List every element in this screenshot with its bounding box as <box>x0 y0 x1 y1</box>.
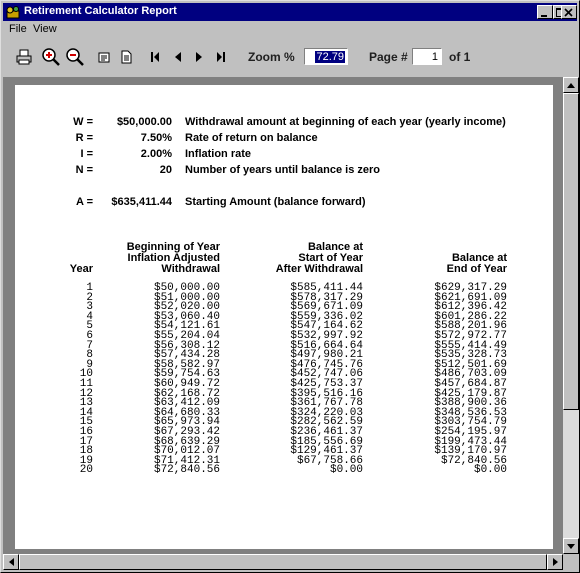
col-header-line: Inflation Adjusted <box>127 252 220 264</box>
cell-withdrawal: $68,639.29 <box>153 435 220 448</box>
page-label: Page # <box>369 50 408 64</box>
cell-balance-start: $476,745.76 <box>290 358 363 371</box>
zoom-input[interactable] <box>304 48 348 65</box>
cell-year: 16 <box>79 426 93 438</box>
cell-balance-end: $535,328.73 <box>434 349 507 362</box>
param-symbol: I = <box>80 148 93 160</box>
zoom-out-button[interactable] <box>65 47 85 67</box>
cell-balance-end: $0.00 <box>473 464 507 477</box>
zoom-in-button[interactable] <box>41 47 61 67</box>
app-icon <box>6 5 20 19</box>
cell-withdrawal: $56,308.12 <box>153 339 220 352</box>
cell-balance-start: $425,753.37 <box>290 378 363 390</box>
param-description: Withdrawal amount at beginning of each year (yearly income) <box>185 116 506 128</box>
cell-year: 17 <box>79 435 93 448</box>
cell-withdrawal: $67,293.42 <box>153 426 220 438</box>
cell-balance-start: $395,516.16 <box>290 387 363 400</box>
col-header-line: End of Year <box>446 263 507 275</box>
cell-year: 14 <box>79 406 93 419</box>
title-bar[interactable] <box>3 3 577 21</box>
cell-year: 19 <box>79 454 93 467</box>
cell-balance-end: $388,900.36 <box>434 397 507 410</box>
cell-withdrawal: $71,412.31 <box>153 454 220 467</box>
cell-withdrawal: $72,840.56 <box>153 464 220 477</box>
col-header-withdrawal <box>105 242 220 275</box>
param-value: 7.50% <box>140 132 172 144</box>
cell-balance-end: $588,201.96 <box>434 320 507 333</box>
first-page-icon <box>148 50 162 64</box>
menu-file[interactable]: File <box>9 23 27 35</box>
cell-withdrawal: $57,434.28 <box>153 349 220 362</box>
next-page-icon <box>192 50 206 64</box>
start-description: Starting Amount (balance forward) <box>185 196 366 208</box>
cell-balance-end: $425,179.87 <box>434 387 507 400</box>
cell-withdrawal: $52,020.00 <box>153 301 220 314</box>
page-count-label: of 1 <box>449 50 471 64</box>
cell-balance-start: $185,556.69 <box>290 435 363 448</box>
zoom-value: 72.79 <box>316 51 344 63</box>
first-page-button[interactable] <box>145 47 165 67</box>
scroll-right-button[interactable] <box>547 554 563 570</box>
cell-balance-start: $569,671.09 <box>290 301 363 314</box>
cell-withdrawal: $53,060.40 <box>153 310 220 323</box>
cell-withdrawal: $62,168.72 <box>153 387 220 400</box>
cell-balance-start: $516,664.64 <box>290 339 363 352</box>
cell-year: 20 <box>79 464 93 477</box>
close-button[interactable] <box>561 5 577 19</box>
page-width-button[interactable] <box>116 47 136 67</box>
cell-year: 13 <box>79 397 93 410</box>
menu-view[interactable]: View <box>33 23 57 35</box>
report-viewport <box>3 77 577 570</box>
cell-balance-start: $532,997.92 <box>290 330 363 342</box>
cell-withdrawal: $54,121.61 <box>153 320 220 333</box>
cell-year: 3 <box>86 301 93 314</box>
prev-page-button[interactable] <box>168 47 188 67</box>
param-symbol: N = <box>75 164 93 176</box>
arrow-right-icon <box>553 558 558 566</box>
scroll-corner <box>563 554 579 570</box>
last-page-icon <box>214 50 228 64</box>
col-header-line: After Withdrawal <box>275 263 363 275</box>
cell-balance-end: $572,972.77 <box>434 330 507 342</box>
prev-page-icon <box>171 50 185 64</box>
horizontal-scrollbar[interactable] <box>3 554 563 570</box>
cell-balance-start: $361,767.78 <box>290 397 363 410</box>
last-page-button[interactable] <box>211 47 231 67</box>
cell-balance-start: $282,562.59 <box>290 416 363 429</box>
one-page-button[interactable] <box>94 47 114 67</box>
cell-balance-end: $512,501.69 <box>434 358 507 371</box>
cell-balance-start: $578,317.29 <box>290 291 363 304</box>
cell-balance-start: $452,747.06 <box>290 368 363 381</box>
cell-balance-start: $585,411.44 <box>290 282 363 294</box>
start-symbol: A = <box>75 196 93 208</box>
col-header-year-label: Year <box>69 263 93 275</box>
next-page-button[interactable] <box>189 47 209 67</box>
scroll-down-button[interactable] <box>563 538 579 554</box>
scroll-left-button[interactable] <box>3 554 19 570</box>
cell-balance-start: $559,336.02 <box>290 310 363 323</box>
cell-withdrawal: $64,680.33 <box>153 406 220 419</box>
col-header-line: Balance at <box>307 241 363 253</box>
cell-balance-end: $303,754.79 <box>434 416 507 429</box>
cell-year: 9 <box>86 358 93 371</box>
close-icon <box>562 7 576 19</box>
cell-year: 2 <box>86 291 93 304</box>
cell-balance-end: $486,703.09 <box>434 368 507 381</box>
cell-withdrawal: $55,204.04 <box>153 330 220 342</box>
cell-balance-start: $324,220.03 <box>290 406 363 419</box>
cell-year: 18 <box>79 445 93 458</box>
param-description: Number of years until balance is zero <box>185 164 381 176</box>
param-description: Inflation rate <box>185 148 252 160</box>
arrow-down-icon <box>567 544 575 549</box>
cell-withdrawal: $51,000.00 <box>153 291 220 304</box>
zoom-label: Zoom % <box>248 50 295 64</box>
start-value: $635,411.44 <box>111 196 172 208</box>
cell-balance-start: $129,461.37 <box>290 445 363 458</box>
vertical-scrollbar[interactable] <box>563 77 579 554</box>
cell-year: 5 <box>86 320 93 333</box>
cell-balance-end: $199,473.44 <box>434 435 507 448</box>
cell-withdrawal: $60,949.72 <box>153 378 220 390</box>
zoom-out-icon <box>65 47 85 67</box>
cell-withdrawal: $65,973.94 <box>153 416 220 429</box>
col-header-line: Balance at <box>451 252 507 264</box>
cell-withdrawal: $63,412.09 <box>153 397 220 410</box>
cell-withdrawal: $59,754.63 <box>153 368 220 381</box>
cell-balance-end: $457,684.87 <box>434 378 507 390</box>
cell-balance-end: $555,414.49 <box>434 339 507 352</box>
print-icon <box>15 48 33 66</box>
cell-withdrawal: $50,000.00 <box>153 282 220 294</box>
cell-year: 11 <box>79 378 93 390</box>
cell-year: 6 <box>86 330 93 342</box>
col-header-balance-start <box>245 242 363 275</box>
col-header-line: Withdrawal <box>161 263 220 275</box>
cell-withdrawal: $70,012.07 <box>153 445 220 458</box>
arrow-up-icon <box>567 83 575 88</box>
cell-balance-start: $547,164.62 <box>290 320 363 333</box>
window-title: Retirement Calculator Report <box>24 5 177 17</box>
cell-balance-start: $0.00 <box>329 464 363 477</box>
cell-year: 4 <box>86 310 93 323</box>
cell-balance-end: $139,170.97 <box>434 445 507 458</box>
arrow-left-icon <box>9 558 14 566</box>
cell-year: 15 <box>79 416 93 429</box>
vertical-scroll-thumb[interactable] <box>563 93 579 410</box>
col-header-line: Beginning of Year <box>126 241 220 253</box>
page-icon <box>96 49 112 65</box>
toolbar <box>3 39 577 77</box>
minimize-button[interactable] <box>537 5 553 19</box>
report-page <box>15 85 553 549</box>
param-value: 2.00% <box>140 148 172 160</box>
cell-balance-start: $67,758.66 <box>296 454 363 467</box>
cell-year: 1 <box>86 282 93 294</box>
menu-bar <box>3 21 577 38</box>
param-value: 20 <box>159 164 172 176</box>
cell-withdrawal: $58,582.97 <box>153 358 220 371</box>
cell-balance-start: $497,980.21 <box>290 349 363 362</box>
cell-balance-start: $236,461.37 <box>290 426 363 438</box>
cell-year: 12 <box>79 387 93 400</box>
param-description: Rate of return on balance <box>185 132 318 144</box>
cell-balance-end: $72,840.56 <box>440 454 507 467</box>
zoom-in-icon <box>41 47 61 67</box>
cell-balance-end: $601,286.22 <box>434 310 507 323</box>
cell-year: 7 <box>86 339 93 352</box>
cell-year: 8 <box>86 349 93 362</box>
page-number-input[interactable]: 1 <box>412 48 442 65</box>
cell-balance-end: $254,195.97 <box>434 426 507 438</box>
cell-year: 10 <box>79 368 93 381</box>
param-value: $50,000.00 <box>116 116 172 128</box>
cell-balance-end: $629,317.29 <box>434 282 507 294</box>
page-width-icon <box>118 49 134 65</box>
horizontal-scroll-thumb[interactable] <box>19 554 547 570</box>
col-header-line: Start of Year <box>298 252 363 264</box>
print-button[interactable] <box>14 47 34 67</box>
cell-balance-end: $621,691.09 <box>434 291 507 304</box>
col-header-year <box>55 264 93 275</box>
param-symbol: R = <box>75 132 93 144</box>
scroll-up-button[interactable] <box>563 77 579 93</box>
minimize-icon <box>538 7 552 19</box>
col-header-balance-end <box>405 253 507 275</box>
param-symbol: W = <box>73 116 93 128</box>
cell-balance-end: $612,396.42 <box>434 301 507 314</box>
cell-balance-end: $348,536.53 <box>434 406 507 419</box>
